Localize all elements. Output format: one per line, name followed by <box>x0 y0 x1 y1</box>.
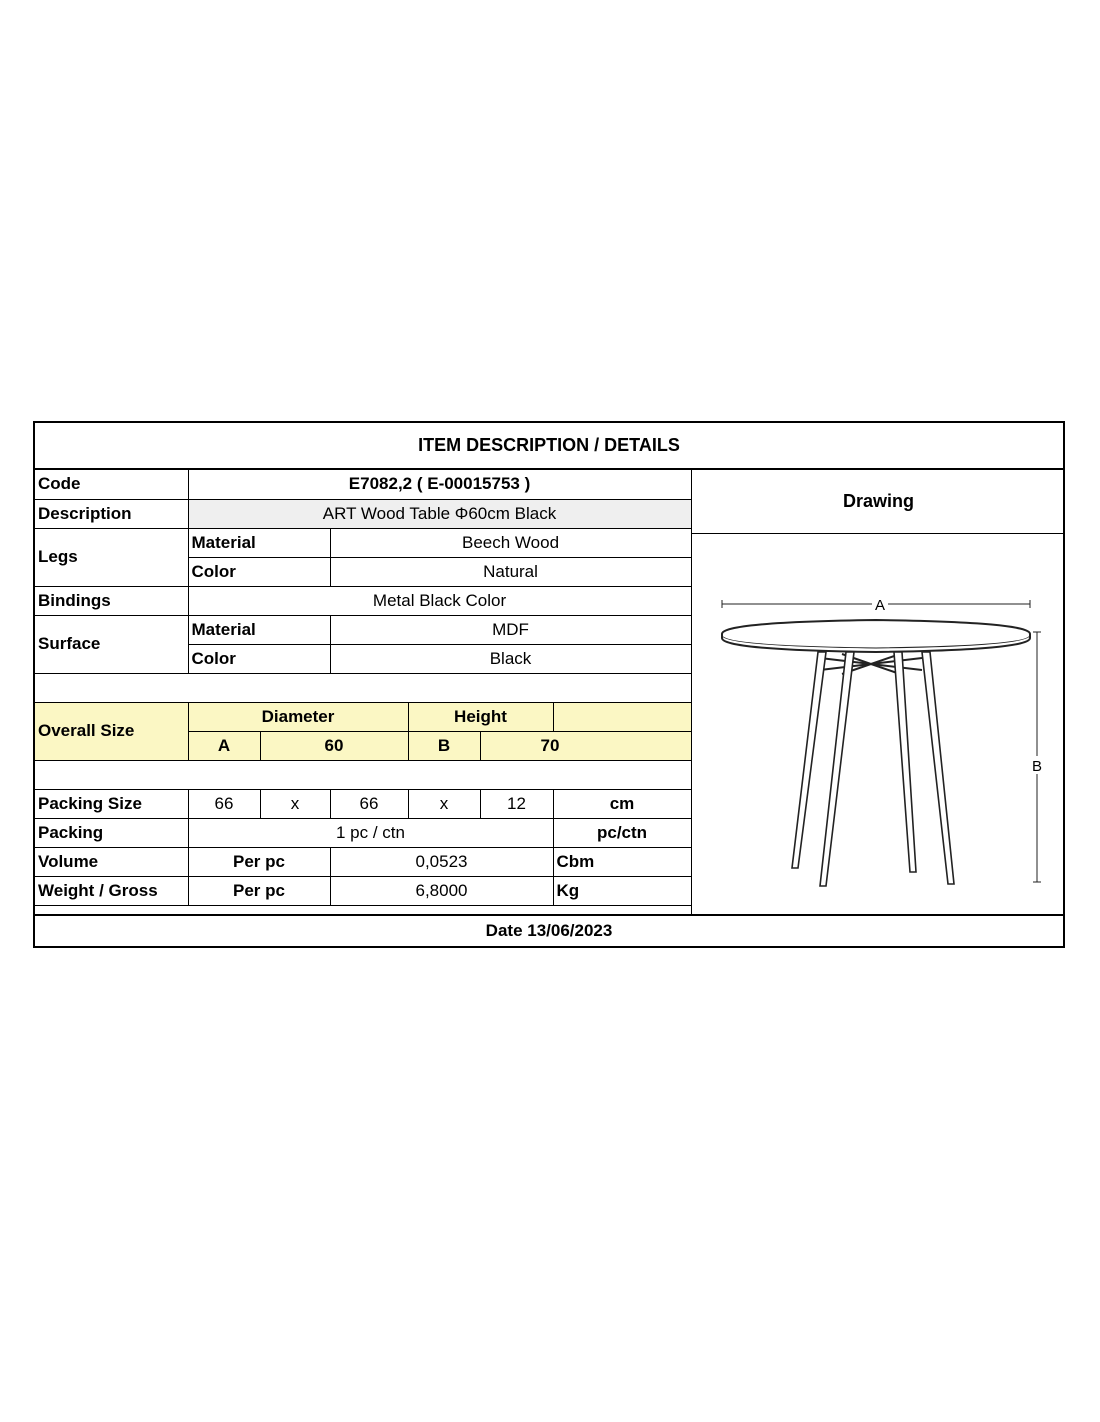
packing-value: 1 pc / ctn <box>188 818 553 847</box>
description-label: Description <box>35 499 188 528</box>
table-legs <box>792 652 954 886</box>
weight-label: Weight / Gross <box>35 876 188 905</box>
weight-per: Per pc <box>188 876 330 905</box>
row-overall-size-head <box>35 702 691 731</box>
legs-color-value: Natural <box>330 557 691 586</box>
drawing-area <box>691 534 1065 914</box>
packing-size-x2: x <box>408 789 480 818</box>
surface-color-value: Black <box>330 644 691 673</box>
surface-material-value: MDF <box>330 615 691 644</box>
sheet-title: ITEM DESCRIPTION / DETAILS <box>35 423 1063 470</box>
bindings-value: Metal Black Color <box>188 586 691 615</box>
spec-table <box>35 470 692 906</box>
row-packing <box>35 818 691 847</box>
legs-color-label: Color <box>188 557 330 586</box>
legs-material-value: Beech Wood <box>330 528 691 557</box>
cross-bindings <box>820 654 922 674</box>
date-footer: Date 13/06/2023 <box>35 914 1063 946</box>
surface-material-label: Material <box>188 615 330 644</box>
height-label: Height <box>408 702 553 731</box>
surface-color-label: Color <box>188 644 330 673</box>
dimension-b-label: B <box>1031 758 1043 775</box>
row-surface-material <box>35 615 691 644</box>
packing-size-width: 66 <box>330 789 408 818</box>
volume-unit: Cbm <box>553 847 691 876</box>
row-bindings <box>35 586 691 615</box>
packing-label: Packing <box>35 818 188 847</box>
volume-value: 0,0523 <box>330 847 553 876</box>
row-packing-size <box>35 789 691 818</box>
weight-value: 6,8000 <box>330 876 553 905</box>
dimension-b <box>1033 632 1041 882</box>
packing-size-x1: x <box>260 789 330 818</box>
packing-size-unit: cm <box>553 789 691 818</box>
legs-material-label: Material <box>188 528 330 557</box>
overall-size-blank <box>553 702 691 731</box>
row-volume <box>35 847 691 876</box>
surface-label: Surface <box>35 615 188 673</box>
code-value: E7082,2 ( E-00015753 ) <box>188 470 691 499</box>
row-code <box>35 470 691 499</box>
dim-b-value: 70 <box>480 731 691 760</box>
row-legs-material <box>35 528 691 557</box>
volume-label: Volume <box>35 847 188 876</box>
spacer-row <box>35 673 691 702</box>
row-description <box>35 499 691 528</box>
overall-size-label: Overall Size <box>35 702 188 760</box>
row-weight <box>35 876 691 905</box>
dimension-a-label: A <box>874 597 886 614</box>
packing-size-height: 12 <box>480 789 553 818</box>
dim-b-label: B <box>408 731 480 760</box>
packing-size-length: 66 <box>188 789 260 818</box>
description-value: ART Wood Table Φ60cm Black <box>188 499 691 528</box>
bindings-label: Bindings <box>35 586 188 615</box>
code-label: Code <box>35 470 188 499</box>
table-drawing <box>692 534 1064 914</box>
packing-unit: pc/ctn <box>553 818 691 847</box>
legs-label: Legs <box>35 528 188 586</box>
packing-size-label: Packing Size <box>35 789 188 818</box>
drawing-header: Drawing <box>691 470 1065 534</box>
dim-a-label: A <box>188 731 260 760</box>
table-top <box>722 620 1030 652</box>
dim-a-value: 60 <box>260 731 408 760</box>
weight-unit: Kg <box>553 876 691 905</box>
volume-per: Per pc <box>188 847 330 876</box>
spacer-row <box>35 760 691 789</box>
diameter-label: Diameter <box>188 702 408 731</box>
item-spec-sheet <box>33 421 1065 948</box>
